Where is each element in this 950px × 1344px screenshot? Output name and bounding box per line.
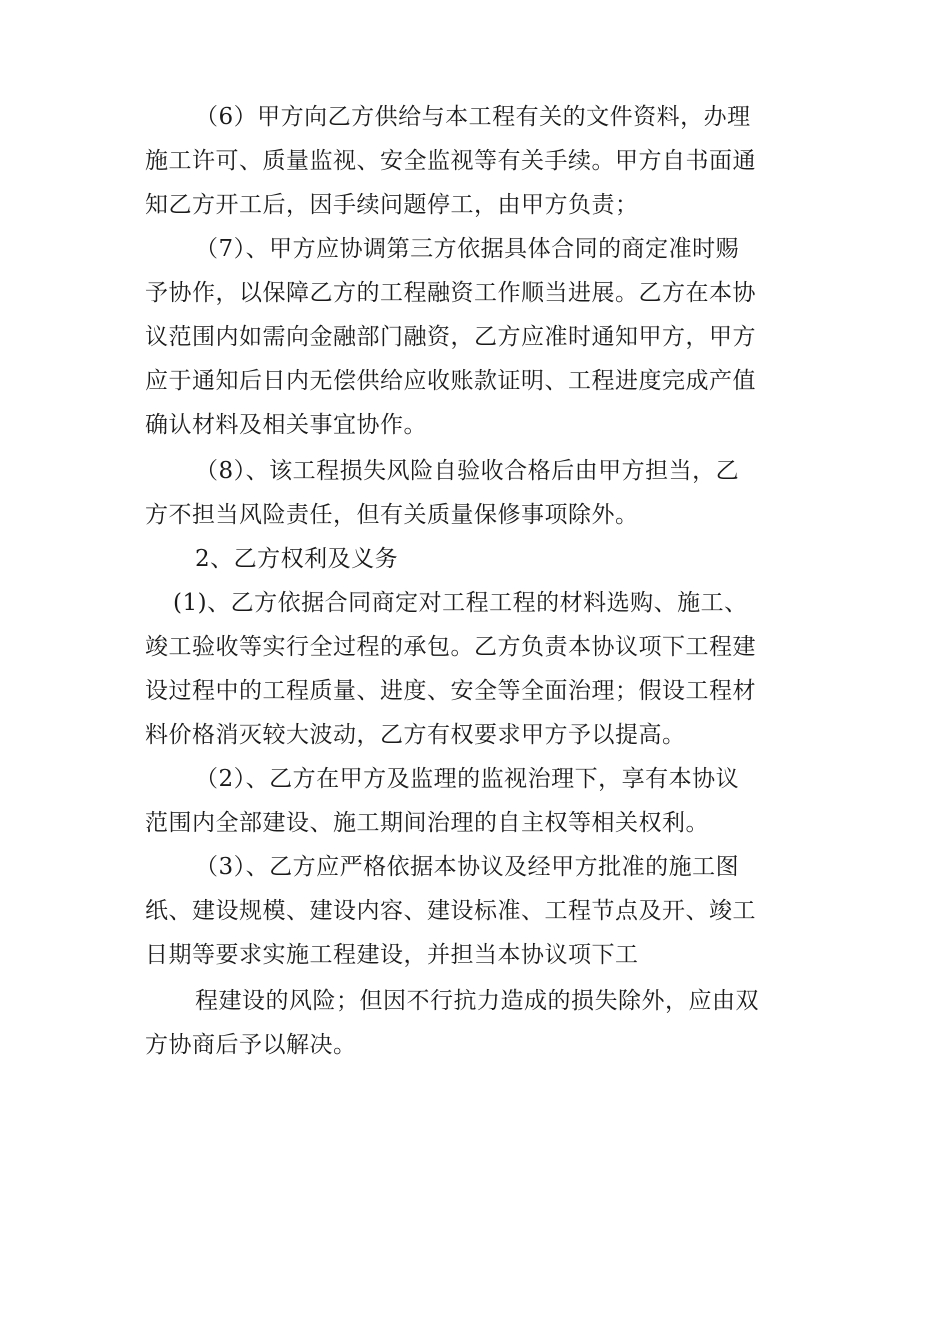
- text-line: （2）、乙方在甲方及监理的监视治理下，享有本协议: [195, 766, 740, 792]
- text-line: 程建设的风险；但因不行抗力造成的损失除外，应由双: [195, 988, 759, 1014]
- text-line: 知乙方开工后，因手续问题停工，由甲方负责；: [145, 192, 639, 218]
- text-line: （3）、乙方应严格依据本协议及经甲方批准的施工图: [195, 854, 740, 880]
- text-line: 范围内全部建设、施工期间治理的自主权等相关权利。: [145, 810, 709, 836]
- text-line: 予协作，以保障乙方的工程融资工作顺当进展。乙方在本协: [145, 280, 756, 306]
- text-line: 日期等要求实施工程建设，并担当本协议项下工: [145, 942, 639, 968]
- text-line: 料价格消灭较大波动，乙方有权要求甲方予以提高。: [145, 722, 686, 748]
- text-line: 方协商后予以解决。: [145, 1032, 357, 1058]
- text-line: （6）甲方向乙方供给与本工程有关的文件资料，办理: [195, 104, 751, 130]
- text-line: 设过程中的工程质量、进度、安全等全面治理；假设工程材: [145, 678, 756, 704]
- text-line: 议范围内如需向金融部门融资，乙方应准时通知甲方，甲方: [145, 324, 756, 350]
- text-line: 确认材料及相关事宜协作。: [145, 412, 427, 438]
- text-line: (1)、乙方依据合同商定对工程工程的材料选购、施工、: [173, 590, 748, 616]
- text-line: （7）、甲方应协调第三方依据具体合同的商定准时赐: [195, 236, 740, 262]
- text-line: （8）、该工程损失风险自验收合格后由甲方担当，乙: [195, 458, 740, 484]
- text-line: 方不担当风险责任，但有关质量保修事项除外。: [145, 502, 639, 528]
- section-heading: 2、乙方权利及义务: [195, 546, 399, 572]
- text-line: 竣工验收等实行全过程的承包。乙方负责本协议项下工程建: [145, 634, 756, 660]
- text-line: 施工许可、质量监视、安全监视等有关手续。甲方自书面通: [145, 148, 756, 174]
- text-line: 应于通知后日内无偿供给应收账款证明、工程进度完成产值: [145, 368, 756, 394]
- text-line: 纸、建设规模、建设内容、建设标准、工程节点及开、竣工: [145, 898, 756, 924]
